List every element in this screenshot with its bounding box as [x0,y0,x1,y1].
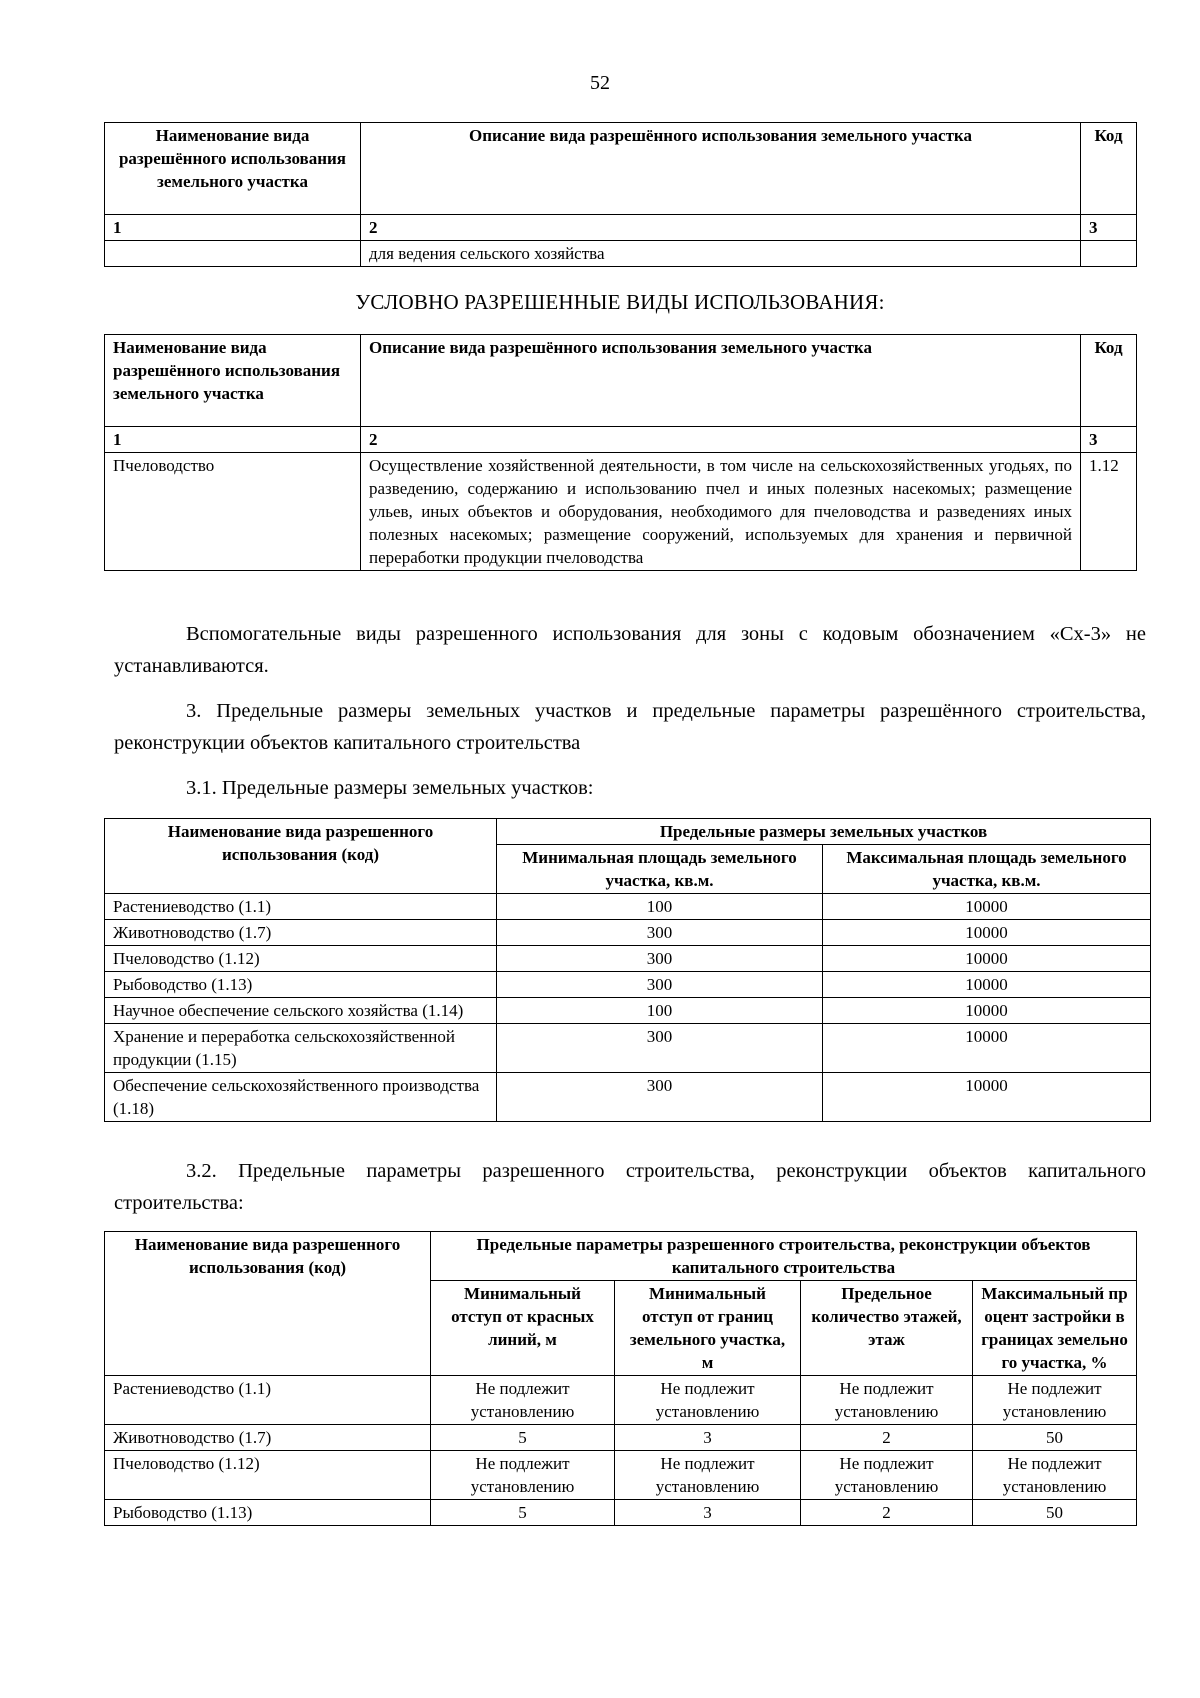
cell-value: Не подлежит установлению [801,1376,973,1425]
header-min-setback-red-lines: Минимальный отступ от красных линий, м [431,1281,615,1376]
cell-value: Не подлежит установлению [431,1451,615,1500]
table-row [105,453,1137,571]
cell-max-area: 10000 [823,920,1151,946]
table-row [105,998,1151,1024]
cell-min-area: 300 [497,1073,823,1122]
paragraph-section-3 [114,695,1146,759]
header-min-area: Минимальная площадь земельного участка, кв.м. [497,845,823,894]
cell-use-name: Растениеводство (1.1) [105,1376,431,1425]
cell-value: 2 [801,1500,973,1526]
cell-min-area: 300 [497,972,823,998]
cell-max-area: 10000 [823,1073,1151,1122]
cell-use-name [105,241,361,267]
table-row [105,894,1151,920]
paragraph-text: Вспомогательные виды разрешенного использования для зоны с кодовым обозначением «Сх-3» не устанавливаются. [114,623,1146,677]
table-row [105,1425,1137,1451]
table-row [105,946,1151,972]
table-row [105,1073,1151,1122]
cell-value: Не подлежит установлению [973,1451,1137,1500]
header-max-area: Максимальная площадь земельного участка, кв.м. [823,845,1151,894]
cell-code [1081,241,1137,267]
table-index-row [105,427,1137,453]
cell-use-name: Научное обеспечение сельского хозяйства (1.14) [105,998,497,1024]
table-header-row [105,1232,1137,1281]
cell-use-name: Животноводство (1.7) [105,920,497,946]
cell-min-area: 300 [497,920,823,946]
cell-value: 5 [431,1425,615,1451]
cell-value: Не подлежит установлению [615,1376,801,1425]
cell-use-name: Животноводство (1.7) [105,1425,431,1451]
cell-max-area: 10000 [823,946,1151,972]
table-index-row [105,215,1137,241]
cell-use-name: Пчеловодство [105,453,361,571]
index-cell: 2 [361,215,1081,241]
cell-code: 1.12 [1081,453,1137,571]
index-cell: 1 [105,215,361,241]
cell-value: 50 [973,1425,1137,1451]
cell-value: Не подлежит установлению [431,1376,615,1425]
table-row [105,972,1151,998]
paragraph-auxiliary-uses [114,618,1146,682]
header-code: Код [1081,335,1137,427]
cell-use-description: для ведения сельского хозяйства [361,241,1081,267]
table-conditional-uses [104,334,1137,571]
header-use-name: Наименование вида разрешённого использования земельного участка [105,123,361,215]
table-construction-parameters [104,1231,1137,1526]
cell-use-name: Обеспечение сельскохозяйственного производства (1.18) [105,1073,497,1122]
cell-min-area: 100 [497,894,823,920]
cell-min-area: 300 [497,946,823,972]
cell-max-area: 10000 [823,1024,1151,1073]
index-cell: 3 [1081,215,1137,241]
table-row [105,920,1151,946]
paragraph-section-3-2 [114,1155,1146,1219]
cell-value: Не подлежит установлению [801,1451,973,1500]
table-header-row [105,123,1137,215]
cell-max-area: 10000 [823,998,1151,1024]
header-max-floors: Предельное количество этажей, этаж [801,1281,973,1376]
table-row [105,1376,1137,1425]
cell-max-area: 10000 [823,894,1151,920]
paragraph-section-3-1 [114,772,1146,804]
table-row [105,241,1137,267]
header-use-description: Описание вида разрешённого использования земельного участка [361,335,1081,427]
header-use-name: Наименование вида разрешённого использования земельного участка [105,335,361,427]
header-code: Код [1081,123,1137,215]
cell-use-name: Рыбоводство (1.13) [105,1500,431,1526]
cell-value: 2 [801,1425,973,1451]
cell-use-name: Рыбоводство (1.13) [105,972,497,998]
cell-use-description: Осуществление хозяйственной деятельности, в том числе на сельскохозяйственных угодьях, по разведению, содержанию и использованию пчел и иных полезных насекомых; размещение ульев, иных объектов и оборудования, необходимого для пчеловодства и разведениях иных полезных насекомых; размещение сооружений, используемых для хранения и первичной переработки продукции пчеловодства [361,453,1081,571]
cell-use-name: Пчеловодство (1.12) [105,1451,431,1500]
header-plot-sizes: Предельные размеры земельных участков [497,819,1151,845]
table-row [105,1500,1137,1526]
index-cell: 3 [1081,427,1137,453]
paragraph-text: 3.2. Предельные параметры разрешенного строительства, реконструкции объектов капитального строительства: [114,1160,1146,1214]
table-main-uses-continued [104,122,1137,267]
header-use-description: Описание вида разрешённого использования земельного участка [361,123,1081,215]
cell-use-name: Пчеловодство (1.12) [105,946,497,972]
header-use-name-code: Наименование вида разрешенного использования (код) [105,819,497,894]
index-cell: 1 [105,427,361,453]
cell-value: Не подлежит установлению [973,1376,1137,1425]
cell-value: 3 [615,1500,801,1526]
cell-value: 5 [431,1500,615,1526]
cell-min-area: 100 [497,998,823,1024]
cell-max-area: 10000 [823,972,1151,998]
paragraph-text: 3. Предельные размеры земельных участков и предельные параметры разрешённого строительства, реконструкции объектов капитального строительства [114,700,1146,754]
cell-value: 50 [973,1500,1137,1526]
header-use-name-code: Наименование вида разрешенного использования (код) [105,1232,431,1376]
header-construction-parameters: Предельные параметры разрешенного строительства, реконструкции объектов капитального строительства [431,1232,1137,1281]
cell-use-name: Хранение и переработка сельскохозяйственной продукции (1.15) [105,1024,497,1073]
cell-value: 3 [615,1425,801,1451]
cell-min-area: 300 [497,1024,823,1073]
page-number: 52 [590,72,610,94]
cell-value: Не подлежит установлению [615,1451,801,1500]
header-max-building-percent: Максимальный процент застройки в границах земельного участка, % [973,1281,1137,1376]
table-row [105,1451,1137,1500]
header-min-setback-plot-borders: Минимальный отступ от границ земельного участка, м [615,1281,801,1376]
table-plot-sizes [104,818,1151,1122]
paragraph-text: 3.1. Предельные размеры земельных участков: [186,777,594,799]
table-header-row [105,819,1151,845]
table-header-row [105,335,1137,427]
table-row [105,1024,1151,1073]
cell-use-name: Растениеводство (1.1) [105,894,497,920]
section-heading-conditional-uses: УСЛОВНО РАЗРЕШЕННЫЕ ВИДЫ ИСПОЛЬЗОВАНИЯ: [355,290,885,314]
index-cell: 2 [361,427,1081,453]
